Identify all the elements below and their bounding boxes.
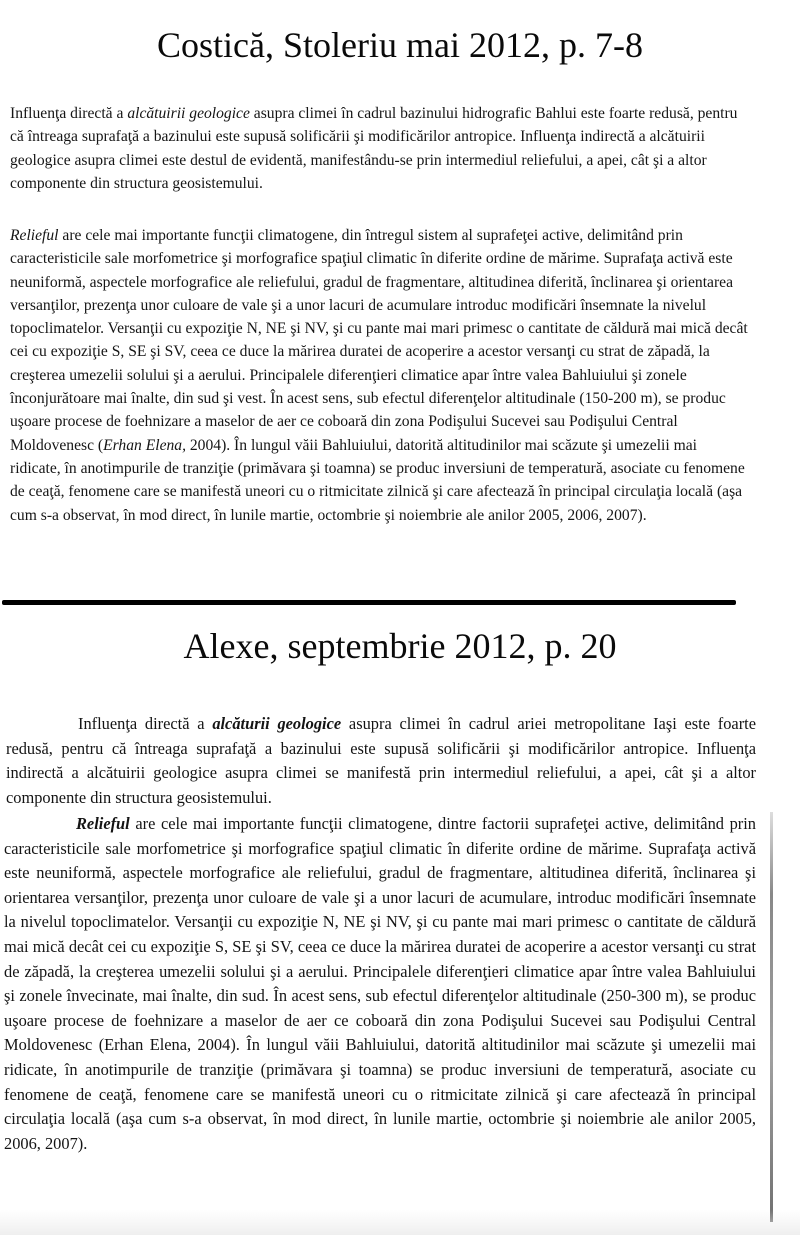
text-run: are cele mai importante funcţii climatogene, dintre factorii suprafeţei active, delimitând prin caracteristicile sale morfometrice şi morfografice spaţiul climatic în diferite ordine de mărime. Suprafaţa activă este neuniformă, aspectele morfografice ale reliefului, gradul de fragmentare, altitudinea diferită, înclinarea şi orientarea versanţilor, prezenţa unor culoare de vale şi a unor lacuri de acumulare, introduc modificări însemnate la nivelul topoclimatelor. Versanţii cu expoziţie N, NE şi NV, şi cu pante mai mari primesc o cantitate de căldură mai mică decât cei cu expoziţie S, SE şi SV, ceea ce duce la mărirea duratei de acoperire a acestor versanţi cu strat de zăpadă, la creşterea umezelii solului şi a aerului. Principalele diferenţieri climatice apar între valea Bahluiului şi zonele învecinate, mai înalte, din sud. În acest sens, sub efectul diferenţelor altitudinale (250-300 m), se produc uşoare procese de foehnizare a maselor de aer ce coboară din zona Podişului Sucevei sau Podişului Central Moldovenesc (Erhan Elena, 2004). În lungul văii Bahluiului, datorită altitudinilor mai scăzute şi umezelii mai ridicate, în anotimpurile de tranziţie (primăvara şi toamna) se produc inversiuni de temperatură, asociate cu fenomene de ceaţă, fenomene care se manifestă uneori cu o ritmicitate zilnică şi care afectează în principal circulaţia locală (aşa cum s-a observat, în mod direct, în lunile martie, octombrie şi noiembrie ale anilor 2005, 2006, 2007). xyxy=(4,814,756,1153)
section-1-heading: Costică, Stoleriu mai 2012, p. 7-8 xyxy=(157,25,643,65)
section-divider xyxy=(2,600,736,605)
section-2-paragraph-1 xyxy=(6,712,756,810)
bold-italic-term: alcăturii geologice xyxy=(212,714,342,733)
section-1-paragraph-2 xyxy=(10,224,750,527)
text-run: asupra climei în cadrul bazinului hidrografic Bahlui este foarte redusă, pentru că întreaga suprafaţă a bazinului este supusă solificării şi modificărilor antropice. Influenţa indirectă a alcătuirii geologice asupra climei este destul de evidentă, manifestându-se prin intermediul reliefului, a apei, cât şi a altor componente din structura geosistemului. xyxy=(10,105,738,192)
text-run: are cele mai importante funcţii climatogene, din întregul sistem al suprafeţei active, delimitând prin caracteristicile sale morfometrice şi morfografice spaţiul climatic în diferite ordine de mărime. Suprafaţa activă este neuniformă, aspectele morfografice ale reliefului, gradul de fragmentare, altitudinea diferită, înclinarea şi orientarea versanţilor, prezenţa unor culoare de vale şi a unor lacuri de acumulare introduc modificări însemnate la nivelul topoclimatelor. Versanţii cu expoziţie N, NE şi NV, şi cu pante mai mari primesc o cantitate de căldură mai mică decât cei cu expoziţie S, SE şi SV, ceea ce duce la mărirea duratei de acoperire a acestor versanţi cu strat de zăpadă, la creşterea umezelii solului şi a aerului. Principalele diferenţieri climatice apar între valea Bahluiului şi zonele înconjurătoare mai înalte, din sud şi vest. În acest sens, sub efectul diferenţelor altitudinale (150-200 m), se produc uşoare procese de foehnizare a maselor de aer ce coboară din zona Podişului Sucevei sau Podişului Central Moldovenesc ( xyxy=(10,227,748,454)
italic-citation: Erhan Elena, xyxy=(103,436,186,454)
text-run: asupra climei în cadrul ariei metropolitane Iaşi este foarte redusă, pentru că întreaga suprafaţă a bazinului este supusă solificării şi modificărilor antropice. Influenţa indirectă a alcătuirii geologice asupra climei se manifestă prin intermediul reliefului, a apei, cât şi a altor componente din structura geosistemului. xyxy=(6,714,756,807)
italic-term: alcătuirii geologice xyxy=(127,105,250,122)
section-2-heading: Alexe, septembrie 2012, p. 20 xyxy=(183,626,617,666)
bold-italic-term: Relieful xyxy=(76,814,130,833)
text-run: Influenţa directă a xyxy=(78,714,213,733)
text-run: Influenţa directă a xyxy=(10,105,128,122)
scan-bottom-fade xyxy=(0,1210,800,1235)
text-run: 2004). În lungul văii Bahluiului, datorită altitudinilor mai scăzute şi umezelii mai ridicate, în anotimpurile de tranziţie (primăvara şi toamna) se produc inversiuni de temperatură, asociate cu fenomene de ceaţă, fenomene care se manifestă uneori cu o ritmicitate zilnică şi care afectează în principal circulaţia locală (aşa cum s-a observat, în mod direct, în lunile martie, octombrie şi noiembrie ale anilor 2005, 2006, 2007). xyxy=(10,436,745,524)
section-2-paragraph-2 xyxy=(4,812,756,1156)
section-1-paragraph-1 xyxy=(10,102,750,195)
italic-term: Relieful xyxy=(10,227,59,244)
scan-edge-shadow xyxy=(770,812,773,1222)
